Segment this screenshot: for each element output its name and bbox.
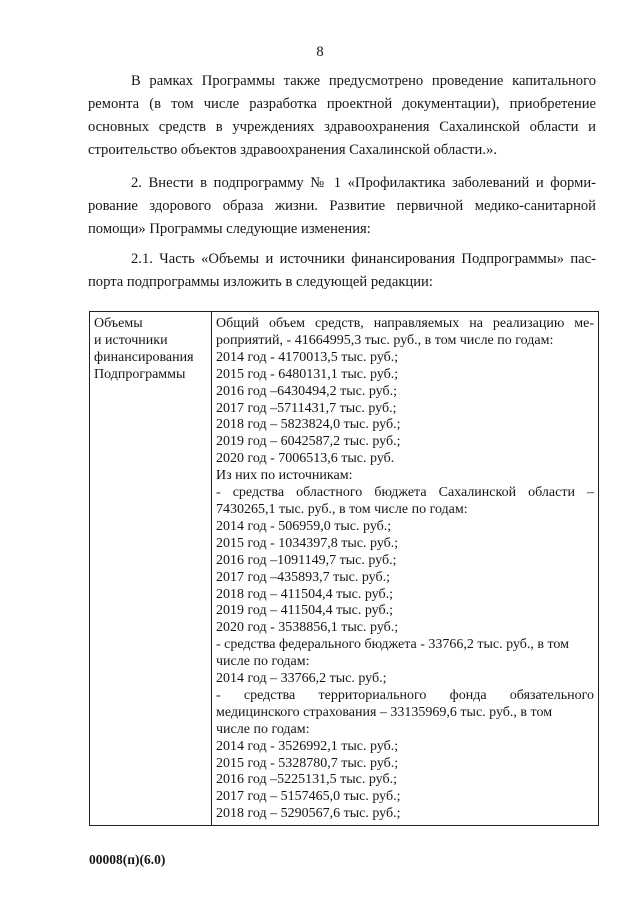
value-line: 2019 год – 411504,4 тыс. руб.; <box>216 603 393 619</box>
value-line: 2018 год – 5290567,6 тыс. руб.; <box>216 806 401 822</box>
table-row <box>90 312 599 826</box>
value-line: числе по годам: <box>216 654 310 670</box>
value-line: числе по годам: <box>216 721 310 737</box>
paragraph-line: 2. Внести в подпрограмму № 1 «Профилактика заболеваний и форми- <box>131 175 596 191</box>
value-line: - средства федерального бюджета - 33766,2 тыс. руб., в том <box>216 637 570 653</box>
value-line: 2015 год - 6480131,1 тыс. руб.; <box>216 366 399 382</box>
paragraph-amendment-2 <box>88 172 596 241</box>
value-line: 2018 год – 5823824,0 тыс. руб.; <box>216 417 401 433</box>
paragraph-capital-repair <box>88 70 596 162</box>
page-number: 8 <box>316 44 324 60</box>
label-line: финансирования <box>94 349 194 365</box>
paragraph-line: строительство объектов здравоохранения Сахалинской области.». <box>88 142 497 158</box>
paragraph-amendment-2-1 <box>88 248 596 294</box>
value-line: Общий объем средств, направляемых на реализацию ме- <box>216 316 594 331</box>
label-line: и источники <box>94 332 168 348</box>
paragraph-line: рование здорового образа жизни. Развитие первичной медико-санитарной <box>88 198 596 214</box>
value-cell <box>212 312 599 826</box>
value-line: Из них по источникам: <box>216 468 353 484</box>
value-line: 2017 год – 5157465,0 тыс. руб.; <box>216 789 401 805</box>
value-line: 2016 год –6430494,2 тыс. руб.; <box>216 383 397 399</box>
value-line: роприятий, - 41664995,3 тыс. руб., в том числе по годам: <box>216 332 554 348</box>
value-line: 2014 год - 4170013,5 тыс. руб.; <box>216 349 399 365</box>
financing-table <box>89 311 599 826</box>
paragraph-line: ремонта (в том числе разработка проектной документации), приобретение <box>88 96 596 112</box>
value-line: 2015 год - 1034397,8 тыс. руб.; <box>216 535 399 551</box>
document-code: 00008(п)(6.0) <box>89 852 166 867</box>
value-line: 2020 год - 3538856,1 тыс. руб.; <box>216 620 399 636</box>
value-line: 2020 год - 7006513,6 тыс. руб. <box>216 451 395 467</box>
value-line: - средства территориального фонда обязательного <box>216 687 594 703</box>
paragraph-line: помощи» Программы следующие изменения: <box>88 221 371 237</box>
value-line: 2016 год –5225131,5 тыс. руб.; <box>216 772 397 788</box>
value-line: 2018 год – 411504,4 тыс. руб.; <box>216 586 393 602</box>
label-line: Подпрограммы <box>94 366 186 382</box>
paragraph-line: порта подпрограммы изложить в следующей редакции: <box>88 274 433 290</box>
paragraph-line: 2.1. Часть «Объемы и источники финансирования Подпрограммы» пас- <box>131 251 596 267</box>
value-line: 2017 год –435893,7 тыс. руб.; <box>216 569 390 585</box>
value-line: 7430265,1 тыс. руб., в том числе по годам: <box>216 501 468 517</box>
value-line: 2014 год - 506959,0 тыс. руб.; <box>216 518 392 534</box>
value-line: 2014 год - 3526992,1 тыс. руб.; <box>216 738 399 754</box>
value-line: 2014 год – 33766,2 тыс. руб.; <box>216 671 387 687</box>
value-line: - средства областного бюджета Сахалинской области – <box>216 485 594 501</box>
label-line: Объемы <box>94 316 143 331</box>
value-line: 2019 год – 6042587,2 тыс. руб.; <box>216 434 401 450</box>
value-line: 2016 год –1091149,7 тыс. руб.; <box>216 552 397 568</box>
value-line: медицинского страхования – 33135969,6 тыс. руб., в том <box>216 704 553 720</box>
paragraph-line: В рамках Программы также предусмотрено проведение капитального <box>131 73 596 89</box>
label-cell <box>90 312 212 826</box>
value-line: 2017 год –5711431,7 тыс. руб.; <box>216 400 397 416</box>
paragraph-line: основных средств в учреждениях здравоохранения Сахалинской области и <box>88 119 596 135</box>
value-line: 2015 год - 5328780,7 тыс. руб.; <box>216 755 399 771</box>
